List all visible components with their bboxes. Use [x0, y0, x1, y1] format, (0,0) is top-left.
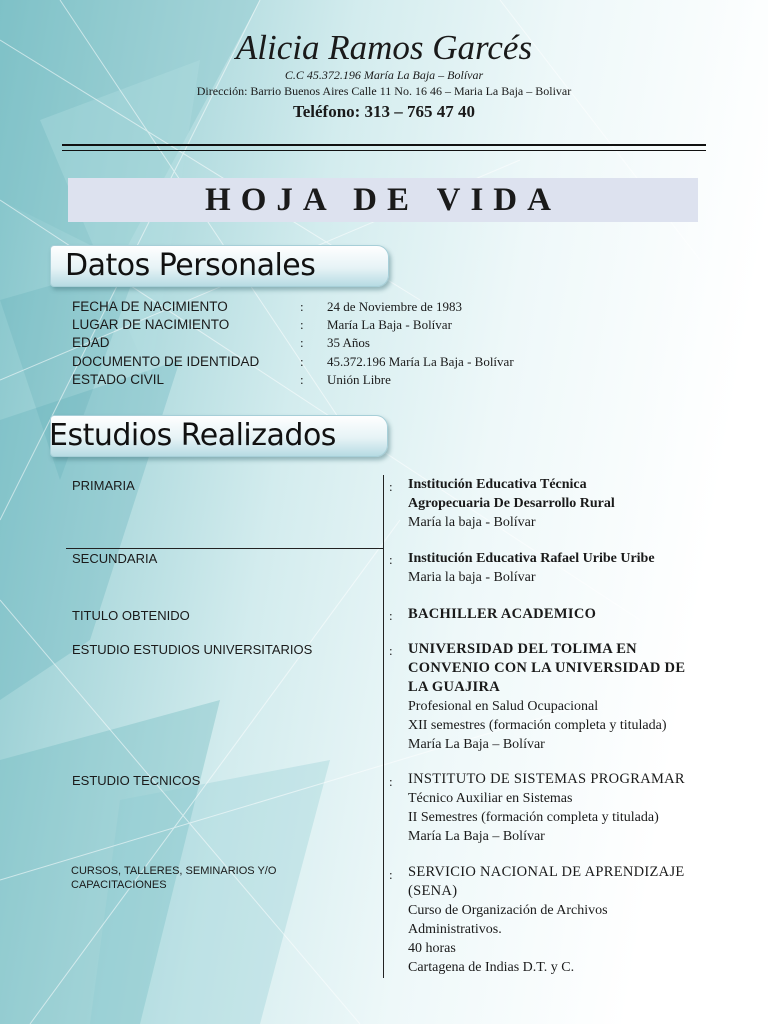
id-line: C.C 45.372.196 María La Baja – Bolívar — [284, 68, 484, 82]
study-label-universitario: ESTUDIO ESTUDIOS UNIVERSITARIOS — [72, 642, 313, 657]
personal-label: LUGAR DE NACIMIENTO — [72, 317, 230, 332]
study-cursos — [408, 863, 728, 977]
study-label-titulo: TITULO OBTENIDO — [72, 608, 190, 623]
personal-colon: : — [300, 372, 304, 387]
study-label-secundaria: SECUNDARIA — [72, 551, 158, 566]
personal-label: FECHA DE NACIMIENTO — [72, 299, 228, 314]
study-line: Agropecuaria De Desarrollo Rural — [408, 496, 615, 511]
study-line: XII semestres (formación completa y titulada) — [408, 718, 667, 733]
personal-label: EDAD — [72, 335, 110, 350]
study-label-cursos-2: CAPACITACIONES — [71, 879, 167, 891]
study-colon: : — [389, 774, 393, 789]
study-label-cursos: CURSOS, TALLERES, SEMINARIOS Y/O — [71, 865, 277, 877]
study-line: María la baja - Bolívar — [408, 515, 536, 530]
personal-colon: : — [300, 299, 304, 314]
study-primaria — [408, 475, 728, 532]
study-line: Administrativos. — [408, 922, 502, 937]
personal-label: DOCUMENTO DE IDENTIDAD — [72, 354, 260, 369]
study-line: Institución Educativa Rafael Uribe Uribe — [408, 551, 655, 566]
study-label-tecnicos: ESTUDIO TECNICOS — [72, 773, 201, 788]
personal-value: Unión Libre — [327, 372, 391, 387]
study-secundaria — [408, 549, 728, 587]
study-line: Curso de Organización de Archivos — [408, 903, 608, 918]
header-rule-thick — [62, 144, 706, 146]
study-line: SERVICIO NACIONAL DE APRENDIZAJE — [408, 864, 685, 880]
study-line: Profesional en Salud Ocupacional — [408, 699, 599, 714]
header-rule-thin — [62, 150, 706, 151]
study-line: II Semestres (formación completa y titulada) — [408, 810, 659, 825]
study-line: Cartagena de Indias D.T. y C. — [408, 960, 575, 975]
study-tecnicos — [408, 770, 728, 846]
address-line: Dirección: Barrio Buenos Aires Calle 11 No. 16 46 – Maria La Baja – Bolivar — [196, 84, 572, 98]
study-line: LA GUAJIRA — [408, 679, 501, 695]
study-universitario — [408, 640, 728, 754]
document-title: HOJA DE VIDA — [68, 178, 698, 222]
section-personal-heading: Datos Personales — [65, 248, 316, 283]
personal-colon: : — [300, 354, 304, 369]
personal-value: 24 de Noviembre de 1983 — [327, 299, 463, 314]
section-personal-banner — [50, 245, 389, 287]
personal-value: 35 Años — [327, 335, 370, 350]
candidate-name: Alicia Ramos Garcés — [235, 28, 533, 67]
study-line: (SENA) — [408, 883, 458, 899]
section-studies-heading: Estudios Realizados — [49, 418, 336, 453]
personal-label: ESTADO CIVIL — [72, 372, 165, 387]
study-colon: : — [389, 479, 393, 494]
study-line: BACHILLER ACADEMICO — [408, 606, 597, 622]
study-line: Institución Educativa Técnica — [408, 477, 587, 492]
personal-colon: : — [300, 317, 304, 332]
study-line: María La Baja – Bolívar — [408, 829, 545, 844]
study-titulo — [408, 605, 728, 624]
study-line: Maria la baja - Bolívar — [408, 570, 536, 585]
study-line: 40 horas — [408, 941, 456, 956]
studies-divider — [383, 475, 384, 978]
studies-row-separator — [66, 548, 384, 549]
study-line: CONVENIO CON LA UNIVERSIDAD DE — [408, 660, 686, 676]
personal-colon: : — [300, 335, 304, 350]
personal-value: María La Baja - Bolívar — [327, 317, 452, 332]
study-line: INSTITUTO DE SISTEMAS PROGRAMAR — [408, 771, 685, 787]
study-label-primaria: PRIMARIA — [72, 478, 135, 493]
section-studies-banner — [50, 415, 388, 457]
study-line: Técnico Auxiliar en Sistemas — [408, 791, 573, 806]
study-colon: : — [389, 643, 393, 658]
personal-value: 45.372.196 María La Baja - Bolívar — [327, 354, 514, 369]
phone-line: Teléfono: 313 – 765 47 40 — [292, 102, 476, 121]
study-colon: : — [389, 608, 393, 623]
study-line: UNIVERSIDAD DEL TOLIMA EN — [408, 641, 637, 657]
study-colon: : — [389, 552, 393, 567]
study-line: María La Baja – Bolívar — [408, 737, 545, 752]
study-colon: : — [389, 867, 393, 882]
